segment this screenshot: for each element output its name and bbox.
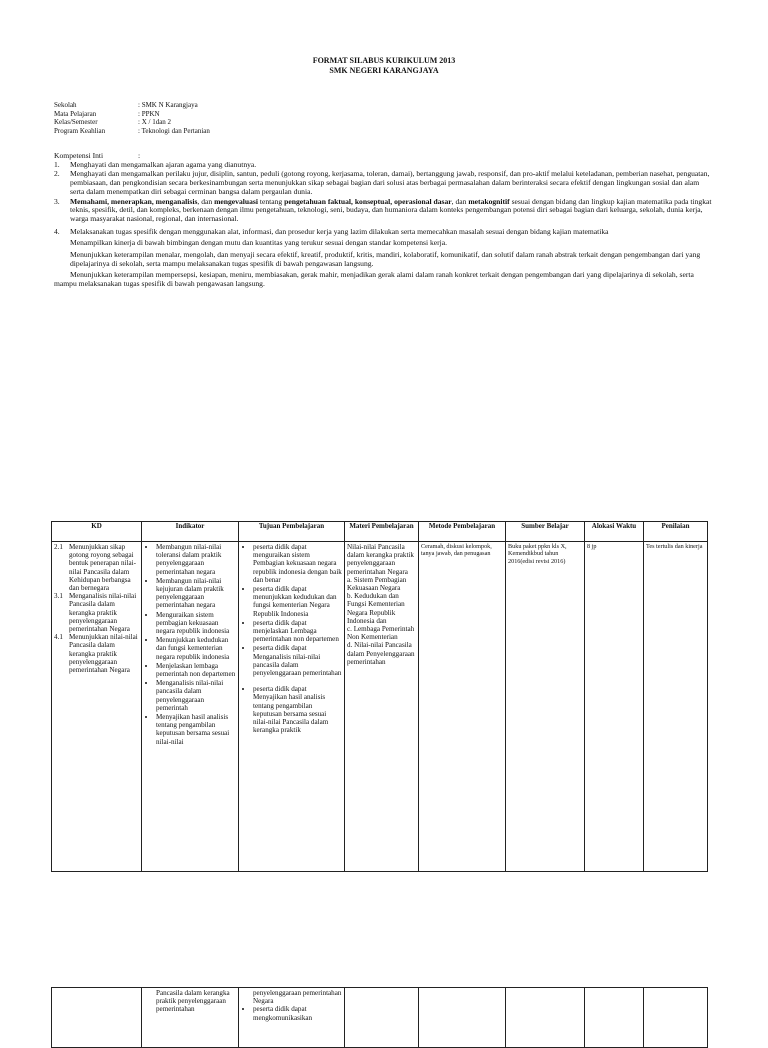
list-item: • Membangun nilai-nilai kejujuran dalam praktik penyelenggaraan pemerintahan negara bbox=[156, 577, 236, 610]
table-row bbox=[52, 988, 708, 1048]
list-item: • Menunjukkan kedudukan dan fungsi kementerian negara republik indonesia bbox=[156, 636, 236, 661]
materi-line: b. Kedudukan dan Fungsi Kementerian Negara Republik Indonesia dan bbox=[347, 592, 405, 625]
silabus-table bbox=[51, 521, 708, 872]
ki-heading: Kompetensi Inti : bbox=[54, 151, 141, 160]
header-kd: KD bbox=[52, 522, 142, 542]
list-item: • peserta didik dapat Menganalisis nilai-nilai pancasila dalam penyelenggaraan pemerintahan bbox=[253, 644, 342, 677]
kd-item: 4.1 Menunjukkan nilai-nilai Pancasila dalam kerangka praktik penyelenggaraan pemerintahan Negara bbox=[54, 633, 138, 675]
meta-row-mapel: Mata Pelajaran : PPKN bbox=[54, 109, 160, 118]
silabus-table-continued bbox=[51, 987, 708, 1048]
ki-item-1: 1. Menghayati dan mengamalkan ajaran agama yang dianutnya. bbox=[54, 159, 257, 169]
list-item: • Menguraikan sistem pembagian kekuasaan negara republik indonesia bbox=[156, 611, 236, 636]
ki-item-4: 4. Melaksanakan tugas spesifik dengan menggunakan alat, informasi, dan prosedur kerja yang lazim dilakukan serta memecahkan masalah sesuai dengan bidang kajian matematika bbox=[54, 226, 609, 236]
list-item: • Membangun nilai-nilai toleransi dalam praktik penyelenggaraan pemerintahan negara bbox=[156, 543, 236, 576]
ki-paragraph-3: Menunjukkan keterampilan mempersepsi, kesiapan, meniru, membiasakan, gerak mahir, menjadikan gerak alami dalam ranah konkret terkait dengan pengembangan dari yang dipelajarinya di sekolah, serta mampu melaksanakan tugas spesifik di bawah pengawasan langsung. bbox=[54, 270, 694, 289]
list-item: • peserta didik dapat menunjukkan kedudukan dan fungsi kementerian Negara Republik Indonesia bbox=[253, 585, 342, 618]
title-line-2: SMK NEGERI KARANGJAYA bbox=[329, 66, 439, 75]
materi-line: Nilai-nilai Pancasila dalam kerangka praktik penyelenggaraan pemerintahan Negara bbox=[347, 543, 414, 576]
ki-item-2: 2. Menghayati dan mengamalkan perilaku jujur, disiplin, santun, peduli (gotong royong, kerjasama, toleran, damai), bertanggung jawab, responsif, dan pro-aktif melalui keteladanan, pemberian nasehat, penguatan, pembiasaan, dan pengkondisian secara berkesinambungan serta menunjukkan sikap sebagai bagian dari solusi atas berbagai permasalahan dalam berinteraksi secara efektif dengan lingkungan sosial dan alam serta dalam menempatkan diri sebagai cerminan bangsa dalam pergaulan dunia. bbox=[54, 169, 710, 196]
header-materi: Materi Pembelajaran bbox=[345, 522, 419, 542]
cell-alokasi bbox=[585, 988, 644, 1048]
list-item: • peserta didik dapat Menyajikan hasil analisis tentang pengambilan keputusan bersama sesuai nilai-nilai Pancasila dalam kerangka praktik bbox=[253, 685, 342, 734]
cell-sumber: Buku paket ppkn kls X, Kemendikbud tahun 2016(edisi revisi 2016) bbox=[506, 542, 585, 872]
header-penilaian: Penilaian bbox=[644, 522, 708, 542]
identity-block bbox=[54, 101, 210, 135]
cell-alokasi: 8 jp bbox=[585, 542, 644, 872]
table-row bbox=[52, 542, 708, 872]
meta-row-kelas: Kelas/Semester : X / 1dan 2 bbox=[54, 118, 172, 126]
page-title bbox=[0, 56, 768, 76]
cell-penilaian: Tes tertulis dan kinerja bbox=[644, 542, 708, 872]
cell-penilaian bbox=[644, 988, 708, 1048]
cell-tujuan bbox=[239, 542, 345, 872]
list-item: • Menganalisis nilai-nilai pancasila dalam penyelenggaraan pemerintah bbox=[156, 679, 236, 712]
kompetensi-inti bbox=[54, 152, 714, 289]
list-item: • Menyajikan hasil analisis tentang pengambilan keputusan bersama sesuai nilai-nilai bbox=[156, 713, 236, 746]
materi-line: c. Lembaga Pemerintah Non Kementerian bbox=[347, 625, 415, 642]
header-tujuan: Tujuan Pembelajaran bbox=[239, 522, 345, 542]
list-item: • peserta didik dapat menguraikan sistem Pembagian kekuasaan negara republik indonesia dengan baik dan benar bbox=[253, 543, 342, 584]
list-item: • peserta didik dapat menjelaskan Lembaga pemerintahan non departemen bbox=[253, 619, 342, 644]
cell-tujuan: penyelenggaraan pemerintahan Negara • peserta didik dapat mengkomunikasikan bbox=[239, 988, 345, 1048]
list-item: • Menjelaskan lembaga pemerintah non departemen bbox=[156, 662, 236, 678]
cell-materi bbox=[345, 542, 419, 872]
ki-paragraph-2: Menunjukkan keterampilan menalar, mengolah, dan menyaji secara efektif, kreatif, produktif, kritis, mandiri, kolaboratif, komunikatif, dan solutif dalam ranah abstrak terkait dengan pengembangan dari yang dipelajarinya di sekolah, serta mampu melaksanakan tugas spesifik di bawah pengawasan langsung. bbox=[70, 250, 701, 268]
kd-item: 2.1 Menunjukkan sikap gotong royong sebagai bentuk penerapan nilai-nilai Pancasila dalam Kehidupan berbangsa dan bernegara bbox=[54, 543, 136, 593]
meta-row-program: Program Keahlian : Teknologi dan Pertanian bbox=[54, 126, 210, 135]
cell-kd bbox=[52, 542, 142, 872]
ki-item-3: 3. Memahami, menerapkan, menganalisis, dan mengevaluasi tentang pengetahuan faktual, konseptual, operasional dasar, dan metakognitif sesuai dengan bidang dan lingkup kajian matematika pada tingkat teknis, spesifik, detil, dan kompleks, berkenaan dengan ilmu pengetahuan, teknologi, seni, budaya, dan humaniora dalam konteks pengembangan potensi diri sebagai bagian dari keluarga, sekolah, dunia kerja, warga masyarakat nasional, regional, dan internasional. bbox=[54, 196, 712, 223]
cell-indikator: Pancasila dalam kerangka praktik penyelenggaraan pemerintahan bbox=[142, 988, 239, 1048]
header-sumber: Sumber Belajar bbox=[506, 522, 585, 542]
cell-indikator bbox=[142, 542, 239, 872]
meta-row-sekolah: Sekolah : SMK N Karangjaya bbox=[54, 101, 198, 109]
cell-metode: Ceramah, diskusi kelompok, tanya jawab, dan penugasan bbox=[419, 542, 506, 872]
title-line-1: FORMAT SILABUS KURIKULUM 2013 bbox=[312, 56, 456, 65]
header-alokasi: Alokasi Waktu bbox=[585, 522, 644, 542]
cell-metode bbox=[419, 988, 506, 1048]
cell-kd bbox=[52, 988, 142, 1048]
list-item: • peserta didik dapat mengkomunikasikan bbox=[253, 1005, 342, 1021]
materi-line: d. Nilai-nilai Pancasila dalam Penyelenggaraan pemerintahan bbox=[347, 641, 415, 666]
cell-materi bbox=[345, 988, 419, 1048]
header-indikator: Indikator bbox=[142, 522, 239, 542]
cell-sumber bbox=[506, 988, 585, 1048]
materi-line: a. Sistem Pembagian Kekuasaan Negara bbox=[347, 575, 407, 593]
header-metode: Metode Pembelajaran bbox=[419, 522, 506, 542]
kd-item: 3.1 Menganalisis nilai-nilai Pancasila dalam kerangka praktik penyelenggaraan pemerintahan Negara bbox=[54, 592, 137, 634]
ki-paragraph-1: Menampilkan kinerja di bawah bimbingan dengan mutu dan kuantitas yang terukur sesuai dengan standar kompetensi kerja. bbox=[70, 238, 448, 248]
